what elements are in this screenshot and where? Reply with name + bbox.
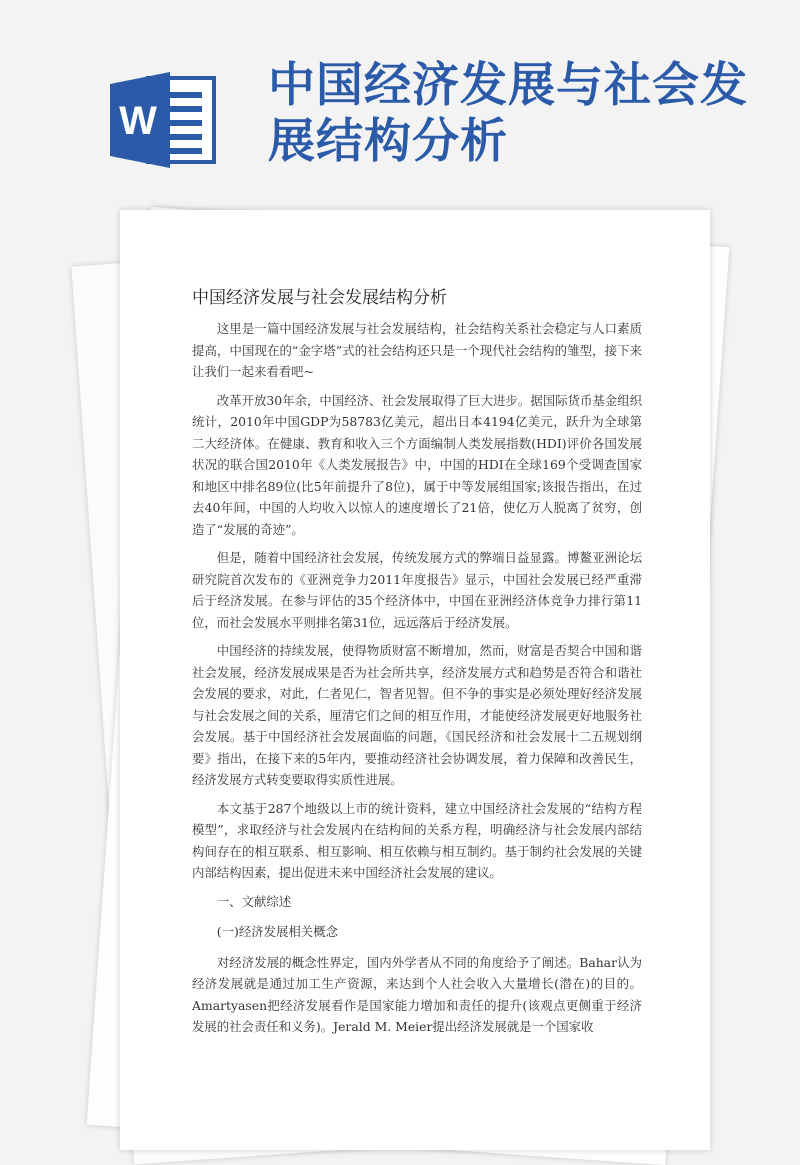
subsection-heading: (一)经济发展相关概念 — [216, 924, 338, 939]
paragraph-intro: 这里是一篇中国经济发展与社会发展结构，社会结构关系社会稳定与人口素质提高，中国现在的“金字塔”式的社会结构还只是一个现代社会结构的雏型，接下来让我们一起来看看吧~ — [192, 321, 642, 379]
paragraph-concepts: 对经济发展的概念性界定，国内外学者从不同的角度给予了阐述。Bahar认为经济发展就是通过加工生产资源，来达到个人社会收入大量增长(潜在)的目的。Amartyasen把经济发展看作是国家能力增加和责任的提升(该观点更侧重于经济发展的社会责任和义务)。Jerald M. Meier提出经济发展就是一个国家收 — [192, 954, 642, 1034]
banner-header — [0, 0, 800, 200]
banner-title — [268, 58, 768, 170]
paragraph-reform: 改革开放30年余，中国经济、社会发展取得了巨大进步。据国际货币基金组织统计，2010年中国GDP为58783亿美元，超出日本4194亿美元，跃升为全球第二大经济体。在健康、教育和收入三个方面编制人类发展指数(HDI)评价各国发展状况的联合国2010年《人类发展报告》中，中国的HDI在全球169个受调查国家和地区中排名89位(比5年前提升了8位)，属于中等发展组国家;该报告指出，在过去40年间，中国的人均收入以惊人的速度增长了21倍，使亿万人脱离了贫穷，创造了“发展的奇迹”。 — [192, 392, 642, 537]
banner-title-line-1: 中国经济发展与社会发 — [268, 58, 748, 113]
document-title: 中国经济发展与社会发展结构分析 — [192, 288, 447, 308]
word-document-icon — [110, 70, 218, 170]
document-body — [192, 318, 642, 1045]
paragraph-method: 本文基于287个地级以上市的统计资料，建立中国经济社会发展的“结构方程模型”，求取经济与社会发展内在结构间的关系方程，明确经济与社会发展内部结构间存在的相互联系、相互影响、相互依赖与相互制约。基于制约社会发展的关键内部结构因素，提出促进未来中国经济社会发展的建议。 — [192, 800, 642, 880]
svg-text:W: W — [119, 99, 157, 143]
paragraph-sustained-growth: 中国经济的持续发展，使得物质财富不断增加，然而，财富是否契合中国和谐社会发展，经济发展成果是否为社会所共享，经济发展方式和趋势是否符合和谐社会发展的要求，对此，仁者见仁，智者见智。但不争的事实是必须处理好经济发展与社会发展之间的关系，厘清它们之间的相互作用，才能使经济发展更好地服务社会发展。基于中国经济社会发展面临的问题，《国民经济和社会发展十二五规划纲要》指出，在接下来的5年内，要推动经济社会协调发展，着力保障和改善民生，经济发展方式转变要取得实质性进展。 — [192, 643, 642, 787]
paragraph-however: 但是，随着中国经济社会发展，传统发展方式的弊端日益显露。博鳌亚洲论坛研究院首次发布的《亚洲竞争力2011年度报告》显示，中国社会发展已经严重滞后于经济发展。在参与评估的35个经济体中，中国在亚洲经济体竞争力排行第11位，而社会发展水平则排名第31位，远远落后于经济发展。 — [192, 550, 642, 630]
banner-title-line-2: 展结构分析 — [268, 114, 508, 169]
section-heading: 一、文献综述 — [216, 893, 292, 909]
